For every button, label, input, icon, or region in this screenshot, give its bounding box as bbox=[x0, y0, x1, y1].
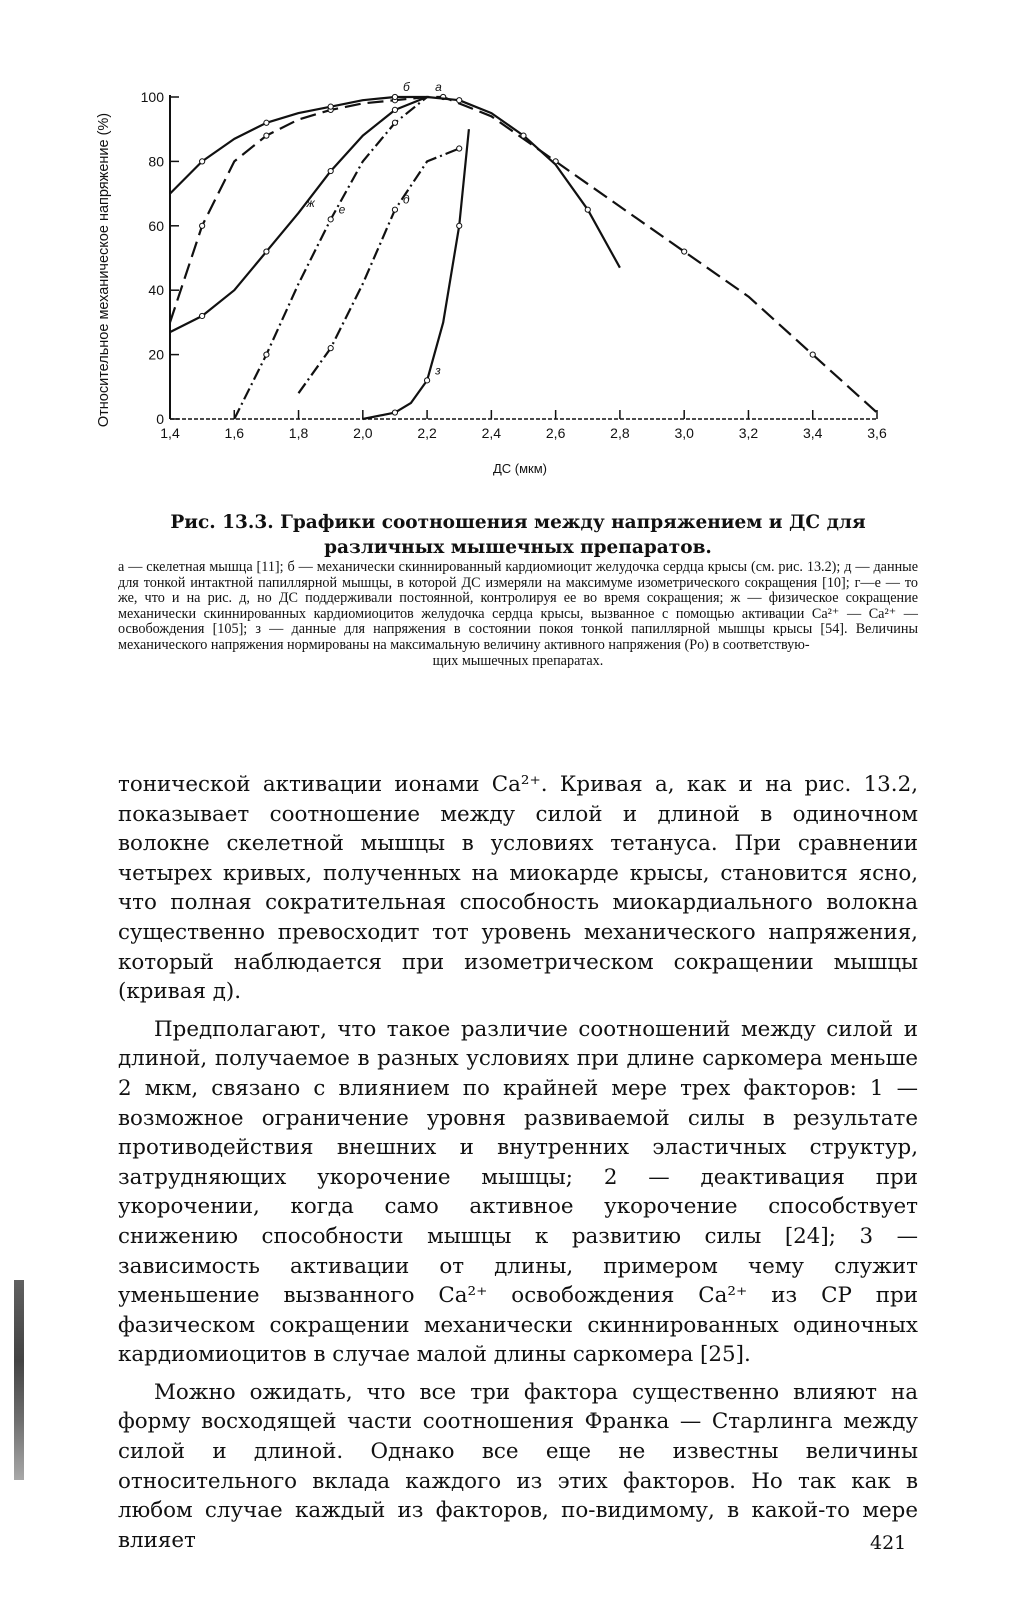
x-tick-label: 2,8 bbox=[610, 425, 630, 441]
curve-point-б bbox=[392, 94, 397, 99]
x-tick-label: 3,0 bbox=[674, 425, 694, 441]
curve-point-е bbox=[392, 120, 397, 125]
x-tick-label: 3,4 bbox=[802, 425, 823, 441]
curve-point-б bbox=[521, 133, 526, 138]
caption-body-last-line: щих мышечных препаратах. bbox=[432, 652, 604, 669]
y-tick-label: 100 bbox=[140, 89, 164, 105]
y-axis-label: Относительное механическое напряжение (%) bbox=[96, 112, 112, 428]
x-tick-label: 2,2 bbox=[417, 425, 437, 441]
curve-point-а bbox=[264, 133, 269, 138]
curve-д bbox=[299, 149, 460, 394]
curve-е bbox=[234, 97, 427, 419]
curve-point-з bbox=[424, 378, 429, 383]
curve-ж bbox=[170, 97, 427, 332]
y-tick-label: 0 bbox=[156, 411, 164, 427]
figure-caption-body bbox=[118, 560, 918, 669]
curve-point-д bbox=[328, 346, 333, 351]
x-tick-label: 1,8 bbox=[288, 425, 309, 441]
curve-label-з: з bbox=[435, 363, 441, 378]
x-tick-label: 3,2 bbox=[738, 425, 759, 441]
x-tick-label: 3,6 bbox=[867, 425, 887, 441]
force-length-chart bbox=[80, 55, 920, 495]
scan-edge-shadow bbox=[14, 1280, 24, 1480]
caption-body-text: а — скелетная мышца [11]; б — механически скиннированный кардиомиоцит желудочка сердца крысы (см. рис. 13.2); д — данные для тонкой интактной папиллярной мышцы, в которой ДС измеряли на максимуме изометрического сокращения [10]; г—е — то же, что и на рис. д, но ДС поддерживали постоянной, контролируя ее во время сокращения; ж — физическое сокращение механически скиннированных кардиомиоцитов желудочка сердца крысы, вызванное с помощью активации Ca²⁺ — Ca²⁺ — освобождения [105]; з — данные для напряжения в состоянии покоя тонкой папиллярной мышцы крысы [54]. Величины механического напряжения нормированы на максимальную величину активного напряжения (Po) в соответствую- bbox=[118, 559, 918, 653]
curve-label-ж: ж bbox=[306, 195, 315, 210]
curve-point-ж bbox=[328, 168, 333, 173]
y-tick-label: 20 bbox=[148, 346, 164, 363]
curve-point-а bbox=[200, 223, 205, 228]
paragraph-3: Можно ожидать, что все три фактора существенно влияют на форму восходящей части соотношения Франка — Старлинга между силой и длиной. Однако все еще не известны величины относительного вклада каждого из этих факторов. Но так как в любом случае каждый из факторов, по-видимому, в какой-то мере влияет bbox=[118, 1379, 918, 1553]
curve-label-е: е bbox=[338, 202, 346, 217]
y-tick-label: 60 bbox=[148, 217, 164, 234]
figure-caption-title: Рис. 13.3. Графики соотношения между напряжением и ДС для различных мышечных препаратов. bbox=[170, 512, 866, 558]
curve-point-е bbox=[264, 352, 269, 357]
x-tick-label: 2,4 bbox=[481, 425, 502, 441]
curve-label-а: а bbox=[435, 80, 442, 94]
curve-point-а bbox=[810, 352, 815, 357]
curve-point-б bbox=[328, 104, 333, 109]
curve-point-а bbox=[682, 249, 687, 254]
x-tick-label: 1,4 bbox=[160, 425, 180, 441]
x-tick-label: 2,6 bbox=[545, 425, 566, 441]
curve-point-д bbox=[392, 207, 397, 212]
curve-point-д bbox=[457, 146, 462, 151]
curve-label-б: б bbox=[402, 80, 410, 94]
curve-point-з bbox=[457, 223, 462, 228]
curve-point-з bbox=[392, 410, 397, 415]
y-tick-label: 40 bbox=[148, 282, 164, 299]
page-body bbox=[118, 770, 918, 1555]
curve-point-б bbox=[200, 159, 205, 164]
curve-point-б bbox=[264, 120, 269, 125]
curve-point-е bbox=[328, 217, 333, 222]
curve-point-ж bbox=[392, 107, 397, 112]
x-tick-label: 1,6 bbox=[224, 425, 245, 441]
curve-point-ж bbox=[264, 249, 269, 254]
y-tick-label: 80 bbox=[148, 153, 164, 170]
paragraph-1: тонической активации ионами Ca²⁺. Кривая а, как и на рис. 13.2, показывает соотношение между силой и длиной в одиночном волокне скелетной мышцы в условиях тетануса. При сравнении четырех кривых, полученных на миокарде крысы, становится ясно, что полная сократительная способность миокардиального волокна существенно превосходит тот уровень механического напряжения, который наблюдается при изометрическом сокращении мышцы (кривая д). bbox=[118, 772, 918, 1005]
x-tick-label: 2,0 bbox=[353, 425, 373, 441]
curve-а bbox=[170, 97, 877, 413]
curve-point-б bbox=[457, 98, 462, 103]
paragraph-2: Предполагают, что такое различие соотношений между силой и длиной, получаемое в разных условиях при длине саркомера меньше 2 мкм, связано с влиянием по крайней мере трех факторов: 1 — возможное ограничение уровня развиваемой силы в результате противодействия внешних и внутренних эластичных структур, затрудняющих укорочение мышцы; 2 — деактивация при укорочении, когда само активное укорочение способствует снижению способности мышцы к развитию силы [24]; 3 — зависимость активации от длины, примером чему служит уменьшение вызванного Ca²⁺ освобождения Ca²⁺ из СР при фазическом сокращении механически скиннированных одиночных кардиомиоцитов в случае малой длины саркомера [25]. bbox=[118, 1016, 918, 1368]
curve-point-б bbox=[585, 207, 590, 212]
curve-point-ж bbox=[200, 313, 205, 318]
curve-з bbox=[363, 129, 469, 419]
page-number: 421 bbox=[870, 1532, 907, 1554]
curve-label-д: д bbox=[402, 192, 410, 207]
x-axis-label: ДС (мкм) bbox=[492, 461, 548, 476]
